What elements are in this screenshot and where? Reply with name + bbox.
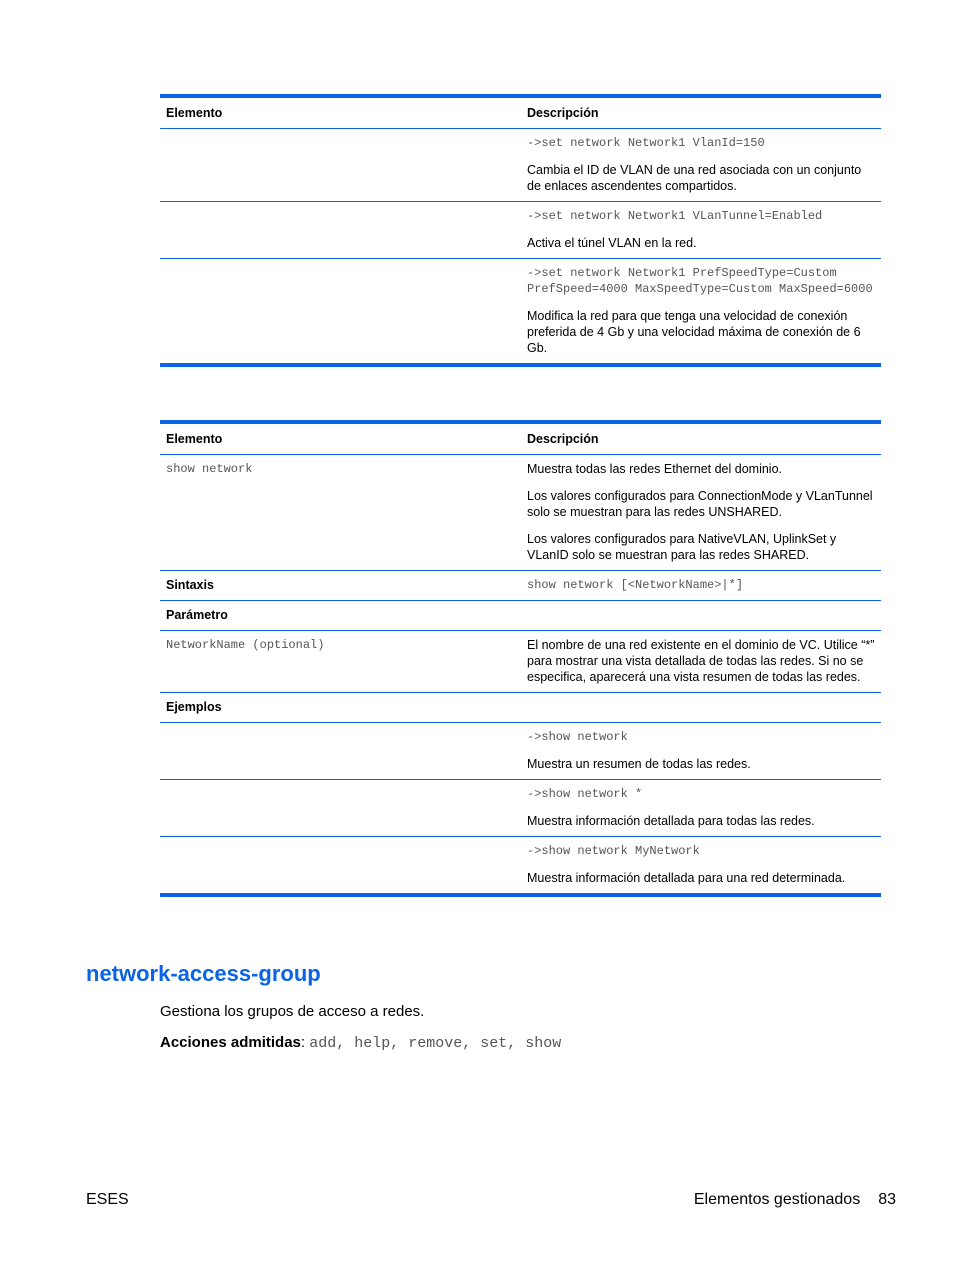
code-example: ->show network [527,730,628,744]
actions-separator: : [300,1034,310,1051]
table-row [160,693,881,723]
table-row [160,455,881,571]
description-text: Muestra información detallada para todas las redes. [527,814,815,828]
actions-list: add, help, remove, set, show [309,1035,562,1052]
description-cell [521,837,881,896]
element-cell [160,631,521,693]
actions-label: Acciones admitidas [160,1034,301,1051]
examples-label: Ejemplos [160,693,521,723]
table-row [160,723,881,780]
code-example: ->show network * [527,787,643,801]
description-text: Los valores configurados para ConnectionMode y VLanTunnel solo se muestran para las redes UNSHARED. [527,489,873,519]
description-cell [521,455,881,571]
syntax-code: show network [<NetworkName>|*] [527,578,744,592]
table-row [160,129,881,202]
parameter-label: Parámetro [160,601,521,631]
table-row [160,780,881,837]
description-cell [521,571,881,601]
header-elemento: Elemento [160,422,521,455]
supported-actions [160,1034,561,1052]
table-row [160,631,881,693]
description-cell [521,780,881,837]
code-example: ->set network Network1 PrefSpeedType=Custom PrefSpeed=4000 MaxSpeedType=Custom MaxSpeed=6000 [527,266,873,296]
footer-chapter-title: Elementos gestionados [693,1191,861,1208]
commands-table-1 [160,94,881,367]
description-text: Muestra información detallada para una red determinada. [527,871,846,885]
footer-language: ESES [86,1191,129,1208]
page-number: 83 [878,1191,896,1208]
footer-page-info [676,1191,896,1209]
element-cell [160,455,521,571]
description-cell [521,631,881,693]
code-example: ->set network Network1 VlanId=150 [527,136,765,150]
table-row [160,202,881,259]
code-example: ->set network Network1 VLanTunnel=Enabled [527,209,823,223]
parameter-name: NetworkName (optional) [166,638,325,652]
description-text: Muestra un resumen de todas las redes. [527,757,751,771]
header-descripcion: Descripción [521,96,881,129]
description-cell [521,259,881,366]
syntax-label: Sintaxis [160,571,521,601]
description-cell [521,129,881,202]
element-cell [160,259,521,366]
description-cell [521,601,881,631]
table-row [160,571,881,601]
header-elemento: Elemento [160,96,521,129]
description-cell [521,202,881,259]
description-cell [521,723,881,780]
code-example: ->show network MyNetwork [527,844,700,858]
description-cell [521,693,881,723]
description-text: El nombre de una red existente en el dominio de VC. Utilice “*” para mostrar una vista detallada de todas las redes. Si no se especifica, aparecerá una vista resumen de todas las redes. [527,638,875,684]
section-heading: network-access-group [86,961,321,986]
description-text: Activa el túnel VLAN en la red. [527,236,697,250]
table-row [160,601,881,631]
description-text: Muestra todas las redes Ethernet del dominio. [527,462,782,476]
element-cell [160,202,521,259]
table-row [160,259,881,366]
element-cell [160,837,521,896]
element-cell [160,129,521,202]
command-name: show network [166,462,253,476]
section-intro: Gestiona los grupos de acceso a redes. [160,1003,425,1020]
description-text: Cambia el ID de VLAN de una red asociada con un conjunto de enlaces ascendentes compartidos. [527,163,862,193]
element-cell [160,780,521,837]
header-descripcion: Descripción [521,422,881,455]
commands-table-2 [160,420,881,897]
element-cell [160,723,521,780]
description-text: Modifica la red para que tenga una velocidad de conexión preferida de 4 Gb y una velocidad máxima de conexión de 6 Gb. [527,309,861,355]
description-text: Los valores configurados para NativeVLAN, UplinkSet y VLanID solo se muestran para las redes SHARED. [527,532,837,562]
table-row [160,837,881,896]
